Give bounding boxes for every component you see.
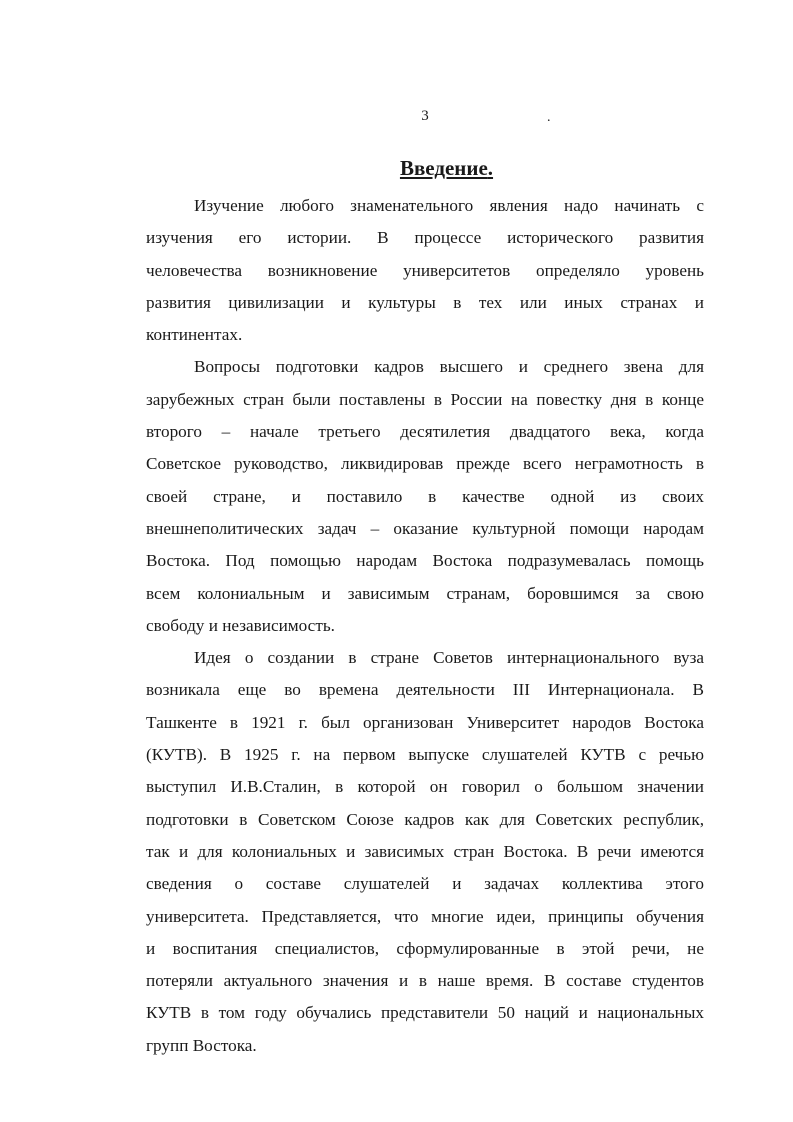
text-line: групп Востока. [146, 1035, 257, 1055]
text-line: Изучение любого знаменательного явления надо начинать с [194, 196, 704, 215]
text-line: Ташкенте в 1921 г. был организован Университет народов Востока [146, 712, 704, 732]
text-line: зарубежных стран были поставлены в России на повестку дня в конце [146, 389, 704, 409]
text-line: подготовки в Советском Союзе кадров как для Советских республик, [146, 809, 704, 829]
text-line: КУТВ в том году обучались представители 50 наций и национальных [146, 1003, 704, 1023]
text-line: так и для колониальных и зависимых стран Востока. В речи имеются [146, 841, 704, 861]
section-title-punct: . [487, 156, 494, 180]
corner-mark: . [547, 110, 551, 125]
text-line: Вопросы подготовки кадров высшего и среднего звена для [194, 357, 704, 377]
text-line: континентах. [146, 325, 243, 345]
paragraph-1 [146, 190, 704, 351]
text-line: второго – начале третьего десятилетия двадцатого века, когда [146, 422, 704, 442]
paragraph-2 [146, 351, 704, 642]
text-line: Идея о создании в стране Советов интернационального вуза [194, 648, 704, 668]
text-line: изучения его истории. В процессе исторического развития [146, 228, 704, 248]
paragraph-3 [146, 642, 704, 1062]
section-title [0, 156, 793, 181]
text-line: человечества возникновение университетов определяло уровень [146, 260, 704, 280]
text-line: Востока. Под помощью народам Востока подразумевалась помощь [146, 551, 704, 571]
text-line: университета. Представляется, что многие идеи, принципы обучения [146, 906, 704, 926]
page-number: 3 [421, 108, 429, 124]
text-line: сведения о составе слушателей и задачах коллектива этого [146, 874, 704, 894]
text-line: развития цивилизации и культуры в тех или иных странах и [146, 292, 704, 312]
text-line: своей стране, и поставило в качестве одной из своих [146, 486, 704, 506]
text-line: выступил И.В.Сталин, в которой он говорил о большом значении [146, 777, 704, 797]
text-line: (КУТВ). В 1925 г. на первом выпуске слушателей КУТВ с речью [146, 745, 704, 765]
text-line: и воспитания специалистов, сформулированные в этой речи, не [146, 938, 704, 958]
text-line: потеряли актуального значения и в наше время. В составе студентов [146, 971, 704, 991]
text-line: возникала еще во времена деятельности III Интернационала. В [146, 680, 704, 700]
text-line: всем колониальным и зависимым странам, боровшимся за свою [146, 583, 704, 603]
text-line: свободу и независимость. [146, 615, 335, 635]
section-title-text: Введение [399, 156, 488, 180]
text-line: внешнеполитических задач – оказание культурной помощи народам [146, 518, 704, 538]
body-text [146, 190, 704, 1062]
text-line: Советское руководство, ликвидировав прежде всего неграмотность в [146, 454, 704, 474]
